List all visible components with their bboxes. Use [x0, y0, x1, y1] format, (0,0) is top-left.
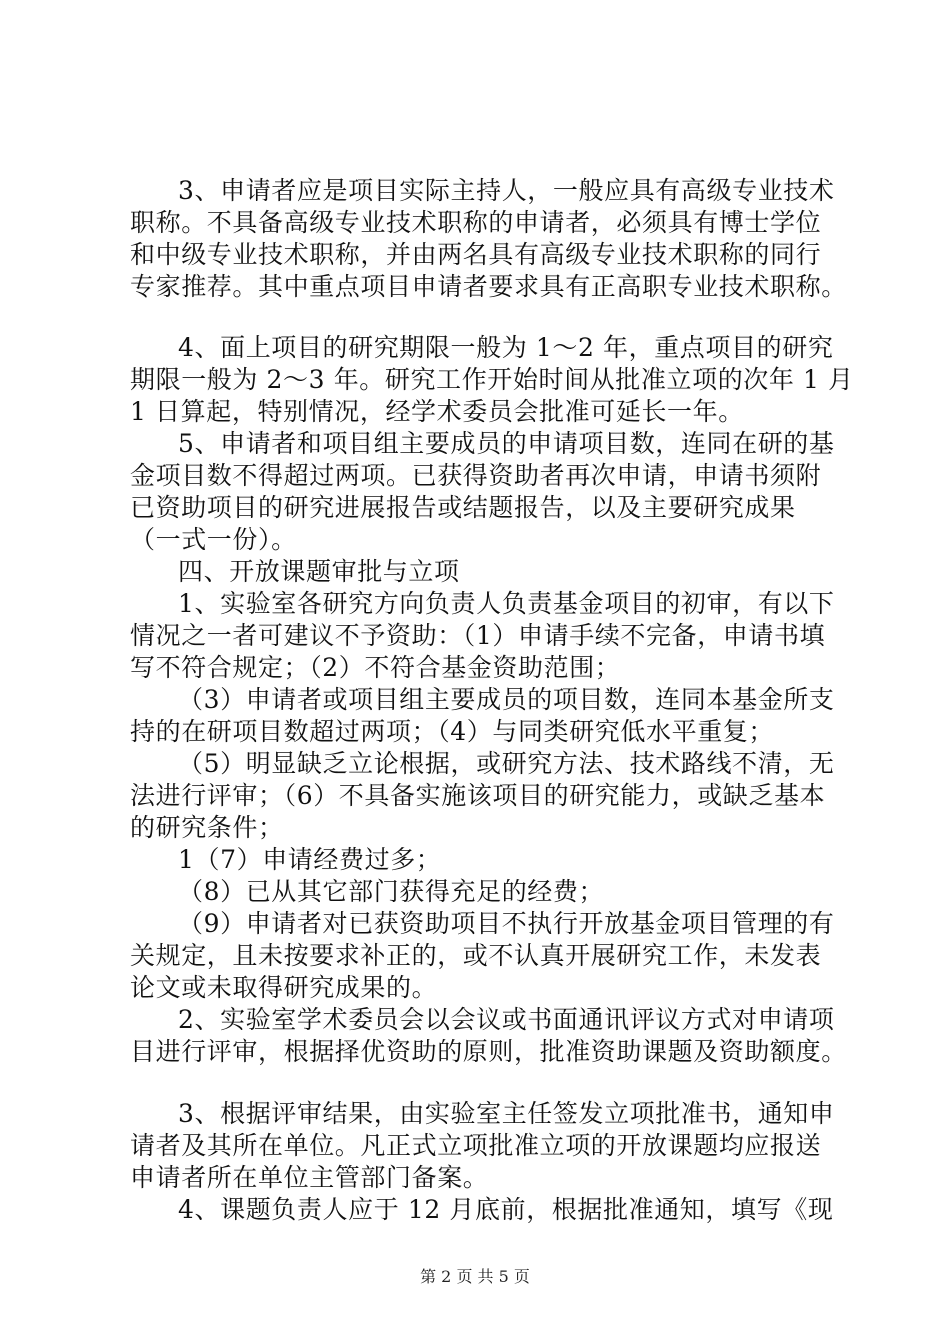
- text-line: 1、实验室各研究方向负责人负责基金项目的初审，有以下: [178, 589, 835, 618]
- text-line: 申请者所在单位主管部门备案。: [130, 1163, 489, 1192]
- text-line: 1 日算起，特别情况，经学术委员会批准可延长一年。: [130, 397, 744, 426]
- text-line: 金项目数不得超过两项。已获得资助者再次申请，申请书须附: [130, 461, 822, 490]
- text-line: 情况之一者可建议不予资助：（1）申请手续不完备，申请书填: [130, 621, 826, 650]
- text-line: 1（7）申请经费过多；: [178, 845, 442, 874]
- text-line: 4、课题负责人应于 12 月底前，根据批准通知，填写《现: [178, 1195, 834, 1224]
- text-line: 3、根据评审结果，由实验室主任签发立项批准书，通知申: [178, 1099, 835, 1128]
- text-line: 期限一般为 2～3 年。研究工作开始时间从批准立项的次年 1 月: [130, 365, 854, 394]
- text-line: 法进行评审；（6）不具备实施该项目的研究能力，或缺乏基本: [130, 781, 826, 810]
- text-line: 持的在研项目数超过两项；（4）与同类研究低水平重复；: [130, 717, 775, 746]
- text-line: 3、申请者应是项目实际主持人，一般应具有高级专业技术: [178, 176, 835, 205]
- text-line: 写不符合规定；（2）不符合基金资助范围；: [130, 653, 621, 682]
- page-number-footer: 第 2 页 共 5 页: [420, 1267, 530, 1286]
- text-line: 和中级专业技术职称，并由两名具有高级专业技术职称的同行: [130, 240, 822, 269]
- text-line: （9）申请者对已获资助项目不执行开放基金项目管理的有: [178, 909, 835, 938]
- text-line: 4、面上项目的研究期限一般为 1～2 年，重点项目的研究: [178, 333, 834, 362]
- text-line: 的研究条件；: [130, 813, 284, 842]
- text-line: 请者及其所在单位。凡正式立项批准立项的开放课题均应报送: [130, 1131, 822, 1160]
- text-line: 5、申请者和项目组主要成员的申请项目数，连同在研的基: [178, 429, 835, 458]
- text-line: 目进行评审，根据择优资助的原则，批准资助课题及资助额度。: [130, 1037, 847, 1066]
- text-line: 职称。不具备高级专业技术职称的申请者，必须具有博士学位: [130, 208, 822, 237]
- text-line: 专家推荐。其中重点项目申请者要求具有正高职专业技术职称。: [130, 272, 847, 301]
- text-line: （5）明显缺乏立论根据，或研究方法、技术路线不清，无: [178, 749, 835, 778]
- text-line: 论文或未取得研究成果的。: [130, 973, 438, 1002]
- text-line: 关规定，且未按要求补正的，或不认真开展研究工作，未发表: [130, 941, 822, 970]
- text-line: 2、实验室学术委员会以会议或书面通讯评议方式对申请项: [178, 1005, 835, 1034]
- text-line: （3）申请者或项目组主要成员的项目数，连同本基金所支: [178, 685, 835, 714]
- text-line: （8）已从其它部门获得充足的经费；: [178, 877, 605, 906]
- text-line: 已资助项目的研究进展报告或结题报告，以及主要研究成果: [130, 493, 796, 522]
- section-heading: 四、开放课题审批与立项: [178, 557, 460, 586]
- text-line: （一式一份）。: [130, 525, 297, 554]
